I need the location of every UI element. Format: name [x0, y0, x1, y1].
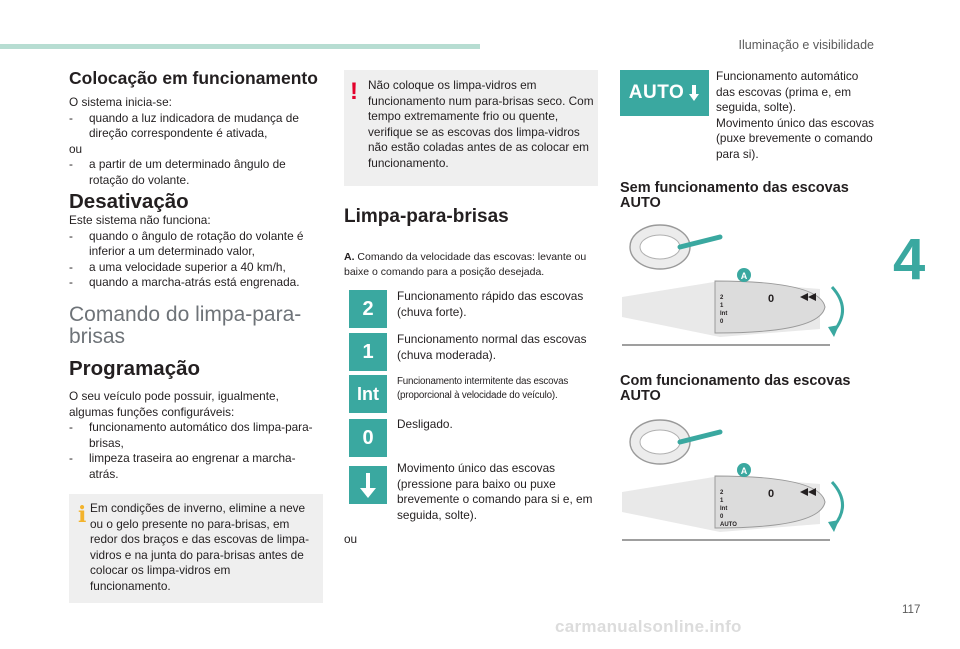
- auto-text-1: Funcionamento automático das escovas (prima e, em seguida, solte).: [716, 69, 859, 115]
- stalk-zero: 0: [768, 488, 775, 500]
- stalk-mark: 0: [720, 514, 724, 520]
- with-auto-title: Com funcionamento das escovas AUTO: [620, 373, 851, 404]
- down-arrow-icon: [349, 466, 387, 504]
- header-bar: [0, 44, 480, 49]
- watermark: carmanualsonline.info: [555, 617, 742, 636]
- info-box: [69, 494, 323, 603]
- deactivation-title: Desativação: [69, 190, 189, 213]
- chapter-number: 4: [893, 227, 926, 292]
- callout-a-text: [344, 250, 598, 279]
- section-title: Iluminação e visibilidade: [738, 38, 874, 52]
- warning-text: Não coloque os limpa-vidros em funcionamento num para-brisas seco. Com tempo extremamente frio ou quente, verifique se as escovas dos limpa-vidros não estão coladas antes de as colocar em funcionamento.: [368, 78, 594, 170]
- mode-text: Movimento único das escovas (pressione para baixo ou puxe brevemente o comando para si e, em seguida, solte).: [397, 461, 593, 522]
- intermittent-icon: Int: [349, 375, 387, 413]
- callout-a-label: A.: [344, 251, 355, 263]
- stalk-mark: 0: [720, 319, 724, 325]
- stalk-mark: 2: [720, 295, 724, 301]
- stalk-mark: 1: [720, 303, 724, 309]
- warning-box: [344, 70, 598, 186]
- stalk-diagram-no-auto: [620, 219, 860, 349]
- wiper-section-title: Comando do limpa-para-brisas: [69, 303, 302, 348]
- warning-icon: !: [350, 78, 358, 105]
- list-item: - funcionamento automático dos limpa-para-brisas,: [69, 420, 313, 450]
- list-item: - quando a luz indicadora de mudança de direção correspondente é ativada,: [69, 110, 299, 141]
- list-item: - a uma velocidade superior a 40 km/h,: [69, 259, 286, 274]
- info-icon: i: [78, 502, 87, 528]
- start-intro: O sistema inicia-se:: [69, 95, 172, 109]
- auto-description: [716, 69, 878, 163]
- stalk-zero: 0: [768, 293, 775, 305]
- callout-a-desc: Comando da velocidade das escovas: levante ou baixe o comando para a posição desejada.: [344, 251, 587, 278]
- mode-text: Desligado.: [397, 417, 453, 431]
- off-icon: 0: [349, 419, 387, 457]
- programming-section: [69, 389, 323, 483]
- mode-text: Funcionamento intermitente das escovas (proporcional à velocidade do veículo).: [397, 376, 569, 401]
- callout-a: A: [740, 271, 748, 281]
- or-word: ou: [69, 141, 83, 156]
- or-word: ou: [344, 532, 358, 546]
- programming-intro: O seu veículo pode possuir, igualmente, algumas funções configuráveis:: [69, 389, 279, 419]
- deactivation-section: [69, 213, 319, 291]
- speed-1-icon: 1: [349, 333, 387, 371]
- stalk-mark: 1: [720, 498, 724, 504]
- front-wiper-title: Limpa-para-brisas: [344, 206, 509, 227]
- stalk-mark: Int: [720, 506, 728, 512]
- list-item: - limpeza traseira ao engrenar a marcha-atrás.: [69, 451, 296, 481]
- page-number: 117: [902, 604, 921, 616]
- list-item: - quando o ângulo de rotação do volante é inferior a um determinado valor,: [69, 228, 304, 259]
- mode-text: Funcionamento rápido das escovas (chuva forte).: [397, 289, 584, 319]
- stalk-mark: Int: [720, 311, 728, 317]
- callout-a: A: [740, 466, 748, 476]
- programming-title: Programação: [69, 357, 201, 380]
- start-title: Colocação em funcionamento: [69, 68, 318, 88]
- mode-text: Funcionamento normal das escovas (chuva moderada).: [397, 332, 587, 362]
- info-text: Em condições de inverno, elimine a neve ou o gelo presente no para-brisas, em redor dos braços e das escovas de limpa-vidros e na junta do para-brisas antes de colocar os limpa-vidros em funcionamento.: [90, 501, 310, 593]
- stalk-mark: AUTO: [720, 522, 737, 528]
- deactivation-intro: Este sistema não funciona:: [69, 213, 211, 227]
- start-section: [69, 95, 319, 189]
- list-item: - a partir de um determinado ângulo de rotação do volante.: [69, 157, 286, 187]
- auto-text-2: Movimento único das escovas (puxe brevemente o comando para si).: [716, 115, 875, 161]
- list-item: - quando a marcha-atrás está engrenada.: [69, 275, 300, 290]
- speed-2-icon: 2: [349, 290, 387, 328]
- no-auto-title: Sem funcionamento das escovas AUTO: [620, 180, 849, 211]
- auto-icon: AUTO: [620, 70, 709, 116]
- stalk-diagram-auto: [620, 414, 860, 544]
- stalk-mark: 2: [720, 490, 724, 496]
